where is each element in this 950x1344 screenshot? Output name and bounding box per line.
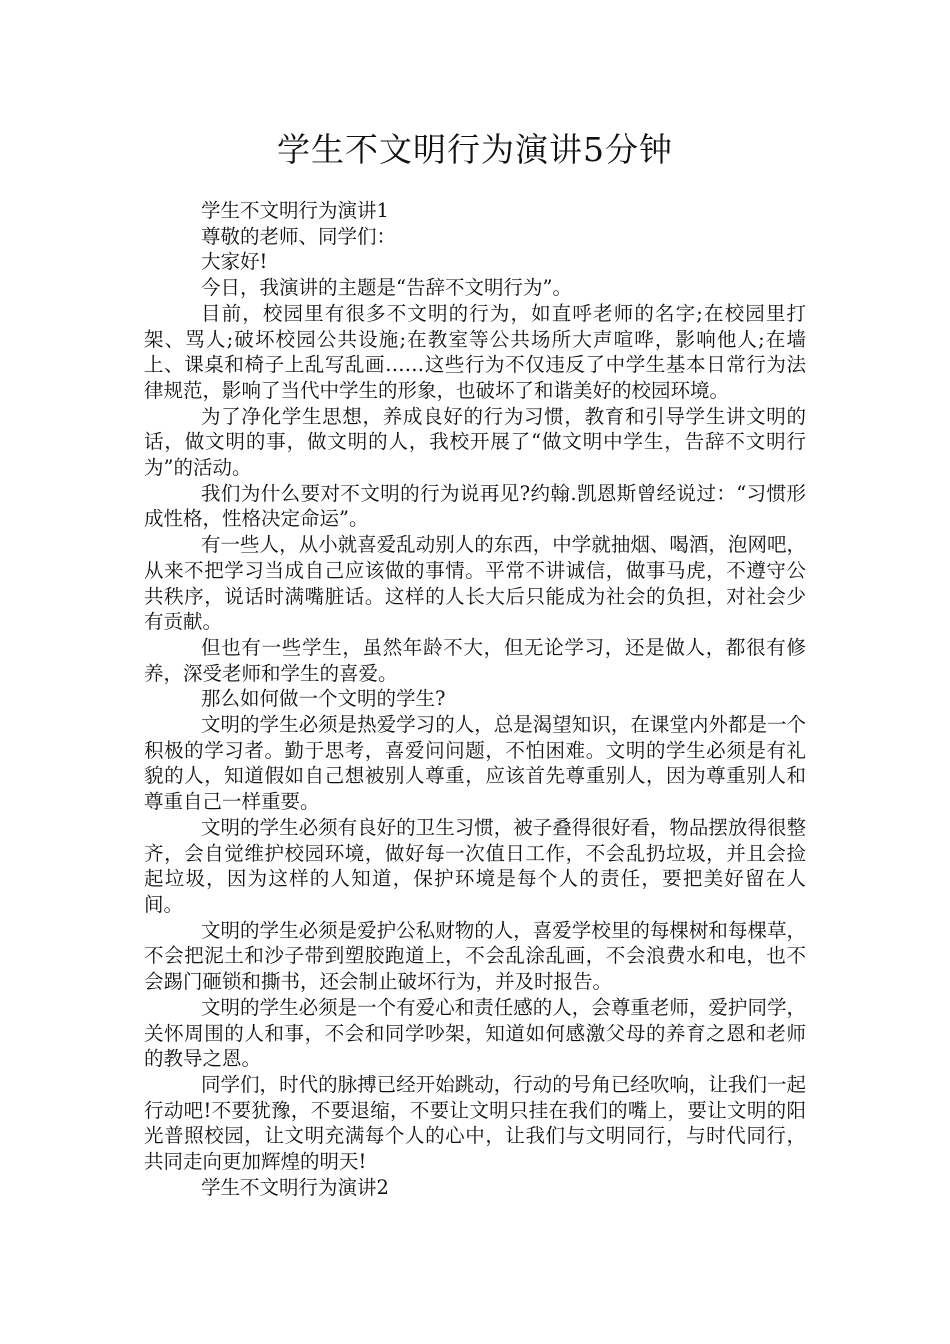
paragraph-bad-habits: 有一些人，从小就喜爱乱动别人的东西，中学就抽烟、喝酒，泡网吧，从来不把学习当成自己应该做的事情。平常不讲诚信，做事马虎，不遵守公共秩序，说话时满嘴脏话。这样的人长大后只能成为社会的负担，对社会少有贡献。 [144, 533, 806, 634]
paragraph-property: 文明的学生必须是爱护公私财物的人，喜爱学校里的每棵树和每棵草，不会把泥土和沙子带到塑胶跑道上，不会乱涂乱画，不会浪费水和电，也不会踢门砸锁和撕书，还会制止破坏行为，并及时报告。 [144, 918, 806, 994]
paragraph-good-students: 但也有一些学生，虽然年龄不大，但无论学习，还是做人，都很有修养，深受老师和学生的喜爱。 [144, 635, 806, 685]
paragraph-current-situation: 目前，校园里有很多不文明的行为，如直呼老师的名字;在校园里打架、骂人;破坏校园公共设施;在教室等公共场所大声喧哗，影响他人;在墙上、课桌和椅子上乱写乱画……这些行为不仅违反了中学生基本日常行为法律规范，影响了当代中学生的形象，也破坏了和谐美好的校园环境。 [144, 301, 806, 402]
document-body [144, 198, 806, 1200]
greeting: 大家好! [201, 250, 268, 274]
paragraph-quote: 我们为什么要对不文明的行为说再见?约翰.凯恩斯曾经说过：“习惯形成性格，性格决定命运”。 [144, 481, 806, 531]
salutation: 尊敬的老师、同学们： [201, 224, 397, 248]
speech-heading-1: 学生不文明行为演讲1 [201, 199, 389, 222]
paragraph-question: 那么如何做一个文明的学生? [201, 687, 446, 711]
speech-heading-2: 学生不文明行为演讲2 [201, 1175, 389, 1199]
paragraph-love-learning: 文明的学生必须是热爱学习的人，总是渴望知识，在课堂内外都是一个积极的学习者。勤于思考，喜爱问问题，不怕困难。文明的学生必须是有礼貌的人，知道假如自己想被别人尊重，应该首先尊重别人，因为尊重别人和尊重自己一样重要。 [144, 713, 806, 814]
paragraph-call-to-action: 同学们，时代的脉搏已经开始跳动，行动的号角已经吹响，让我们一起行动吧!不要犹豫，不要退缩，不要让文明只挂在我们的嘴上，要让文明的阳光普照校园，让文明充满每个人的心中，让我们与文明同行，与时代同行，共同走向更加辉煌的明天! [144, 1072, 806, 1174]
paragraph-topic: 今日，我演讲的主题是“告辞不文明行为”。 [201, 276, 572, 300]
paragraph-activity: 为了净化学生思想，养成良好的行为习惯，教育和引导学生讲文明的话，做文明的事，做文明的人，我校开展了“做文明中学生，告辞不文明行为”的活动。 [144, 404, 806, 480]
document-title: 学生不文明行为演讲5分钟 [277, 130, 673, 169]
paragraph-hygiene: 文明的学生必须有良好的卫生习惯，被子叠得很好看，物品摆放得很整齐，会自觉维护校园环境，做好每一次值日工作，不会乱扔垃圾，并且会捡起垃圾，因为这样的人知道，保护环境是每个人的责任，要把美好留在人间。 [144, 815, 806, 916]
paragraph-responsibility: 文明的学生必须是一个有爱心和责任感的人，会尊重老师，爱护同学，关怀周围的人和事，不会和同学吵架，知道如何感激父母的养育之恩和老师的教导之恩。 [144, 995, 806, 1071]
